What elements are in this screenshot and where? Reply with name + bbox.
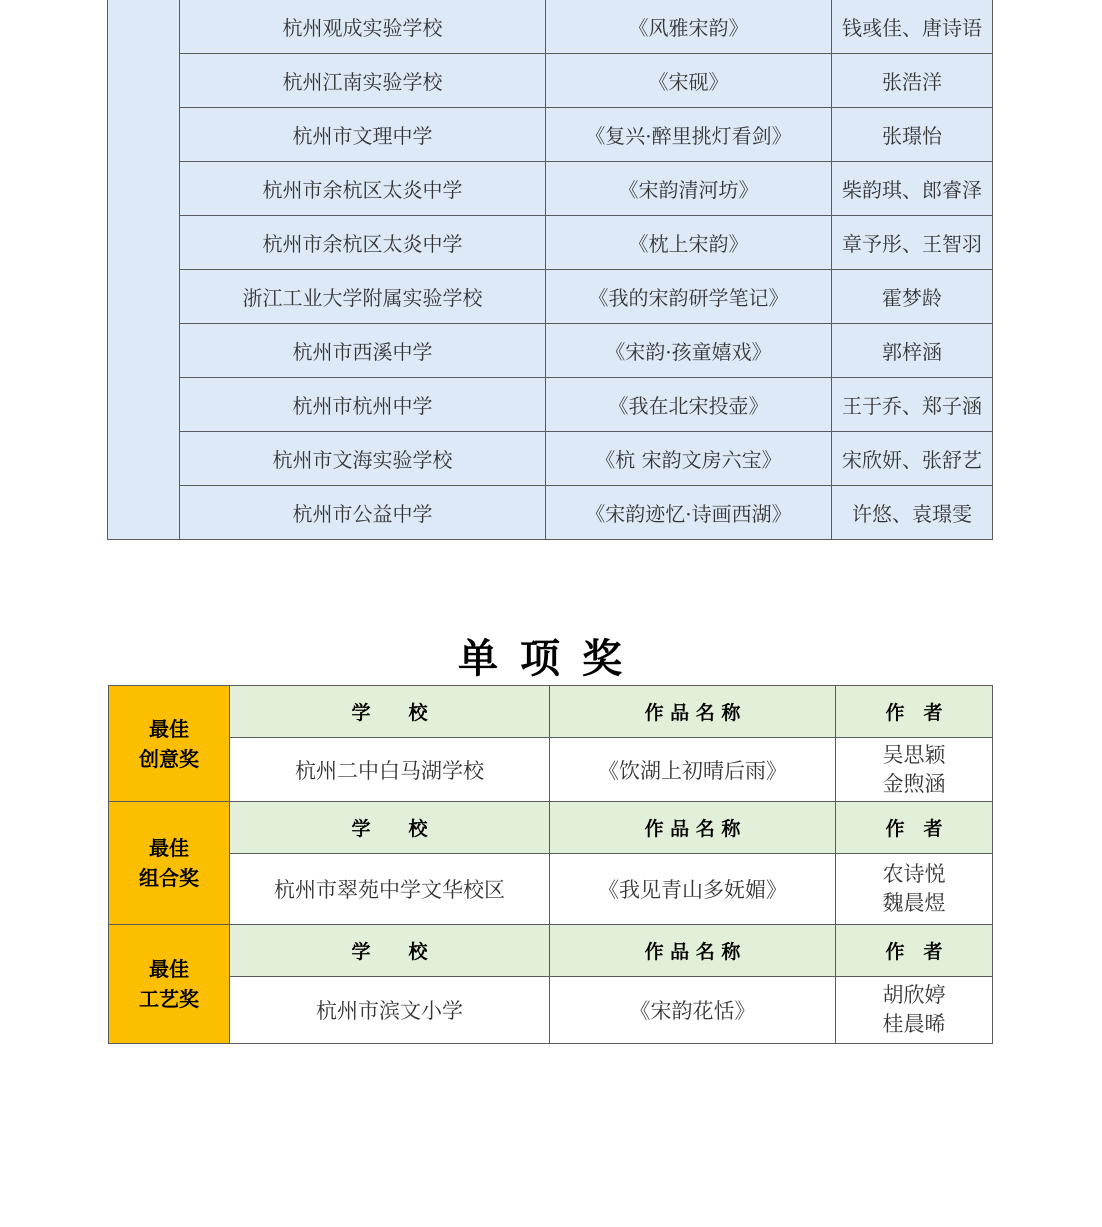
work-cell: 《我在北宋投壶》 [546, 378, 832, 432]
work-cell: 《宋韵迹忆·诗画西湖》 [546, 486, 832, 540]
author-cell [836, 977, 993, 1044]
school-cell: 浙江工业大学附属实验学校 [180, 270, 546, 324]
award-name-cell [109, 686, 230, 802]
table-row [108, 216, 993, 270]
table-row [108, 324, 993, 378]
table-row [108, 108, 993, 162]
table-row [108, 270, 993, 324]
table-row [108, 0, 993, 54]
award-header-row [109, 925, 993, 977]
header-school: 学 校 [230, 686, 550, 738]
school-cell: 杭州市余杭区太炎中学 [180, 162, 546, 216]
author-cell: 钱彧佳、唐诗语 [832, 0, 993, 54]
winners-table [107, 0, 993, 540]
work-cell: 《风雅宋韵》 [546, 0, 832, 54]
award-name-cell [109, 802, 230, 925]
award-row [109, 854, 993, 925]
award-name-line: 最佳 [149, 836, 189, 860]
school-cell: 杭州市公益中学 [180, 486, 546, 540]
author-cell: 宋欣妍、张舒艺 [832, 432, 993, 486]
author-name: 金煦涵 [882, 771, 946, 796]
work-cell: 《宋韵花恬》 [550, 977, 836, 1044]
author-cell: 张璟怡 [832, 108, 993, 162]
header-author: 作 者 [836, 686, 993, 738]
work-cell: 《我见青山多妩媚》 [550, 854, 836, 925]
award-name-cell [109, 925, 230, 1044]
award-header-row [109, 686, 993, 738]
award-name-line: 组合奖 [139, 866, 199, 890]
author-cell: 郭梓涵 [832, 324, 993, 378]
table-row [108, 378, 993, 432]
school-cell: 杭州市西溪中学 [180, 324, 546, 378]
school-cell: 杭州市文海实验学校 [180, 432, 546, 486]
work-cell: 《我的宋韵研学笔记》 [546, 270, 832, 324]
section-title: 单项奖 [458, 636, 644, 682]
header-school: 学 校 [230, 802, 550, 854]
author-cell: 章予彤、王智羽 [832, 216, 993, 270]
header-author: 作 者 [836, 925, 993, 977]
school-cell: 杭州市翠苑中学文华校区 [230, 854, 550, 925]
work-cell: 《复兴·醉里挑灯看剑》 [546, 108, 832, 162]
school-cell: 杭州二中白马湖学校 [230, 738, 550, 802]
table-row [108, 54, 993, 108]
work-cell: 《宋韵清河坊》 [546, 162, 832, 216]
award-name-line: 创意奖 [139, 746, 199, 771]
author-name: 吴思颖 [882, 742, 946, 767]
author-cell: 张浩洋 [832, 54, 993, 108]
work-cell: 《饮湖上初晴后雨》 [550, 738, 836, 802]
header-work: 作 品 名 称 [550, 686, 836, 738]
work-cell: 《宋韵·孩童嬉戏》 [546, 324, 832, 378]
table-row [108, 486, 993, 540]
school-cell: 杭州江南实验学校 [180, 54, 546, 108]
school-cell: 杭州市文理中学 [180, 108, 546, 162]
award-name-line: 最佳 [149, 957, 189, 981]
header-work: 作 品 名 称 [550, 925, 836, 977]
author-name: 农诗悦 [882, 862, 946, 886]
award-name-line: 最佳 [149, 716, 189, 741]
author-cell: 王于乔、郑子涵 [832, 378, 993, 432]
author-cell: 柴韵琪、郎睿泽 [832, 162, 993, 216]
author-cell [836, 854, 993, 925]
author-cell: 霍梦龄 [832, 270, 993, 324]
award-name-line: 工艺奖 [139, 987, 199, 1011]
work-cell: 《枕上宋韵》 [546, 216, 832, 270]
school-cell: 杭州市杭州中学 [180, 378, 546, 432]
school-cell: 杭州市滨文小学 [230, 977, 550, 1044]
header-author: 作 者 [836, 802, 993, 854]
category-cell [108, 0, 180, 540]
author-cell: 许悠、袁璟雯 [832, 486, 993, 540]
award-row [109, 738, 993, 802]
author-name: 魏晨煜 [882, 891, 946, 915]
header-work: 作 品 名 称 [550, 802, 836, 854]
author-name: 桂晨晞 [882, 1012, 946, 1036]
author-name: 胡欣婷 [882, 983, 946, 1007]
table-row [108, 162, 993, 216]
work-cell: 《宋砚》 [546, 54, 832, 108]
table-row [108, 432, 993, 486]
work-cell: 《杭 宋韵文房六宝》 [546, 432, 832, 486]
school-cell: 杭州观成实验学校 [180, 0, 546, 54]
author-cell [836, 738, 993, 802]
award-header-row [109, 802, 993, 854]
school-cell: 杭州市余杭区太炎中学 [180, 216, 546, 270]
awards-table [108, 685, 993, 1044]
award-row [109, 977, 993, 1044]
header-school: 学 校 [230, 925, 550, 977]
